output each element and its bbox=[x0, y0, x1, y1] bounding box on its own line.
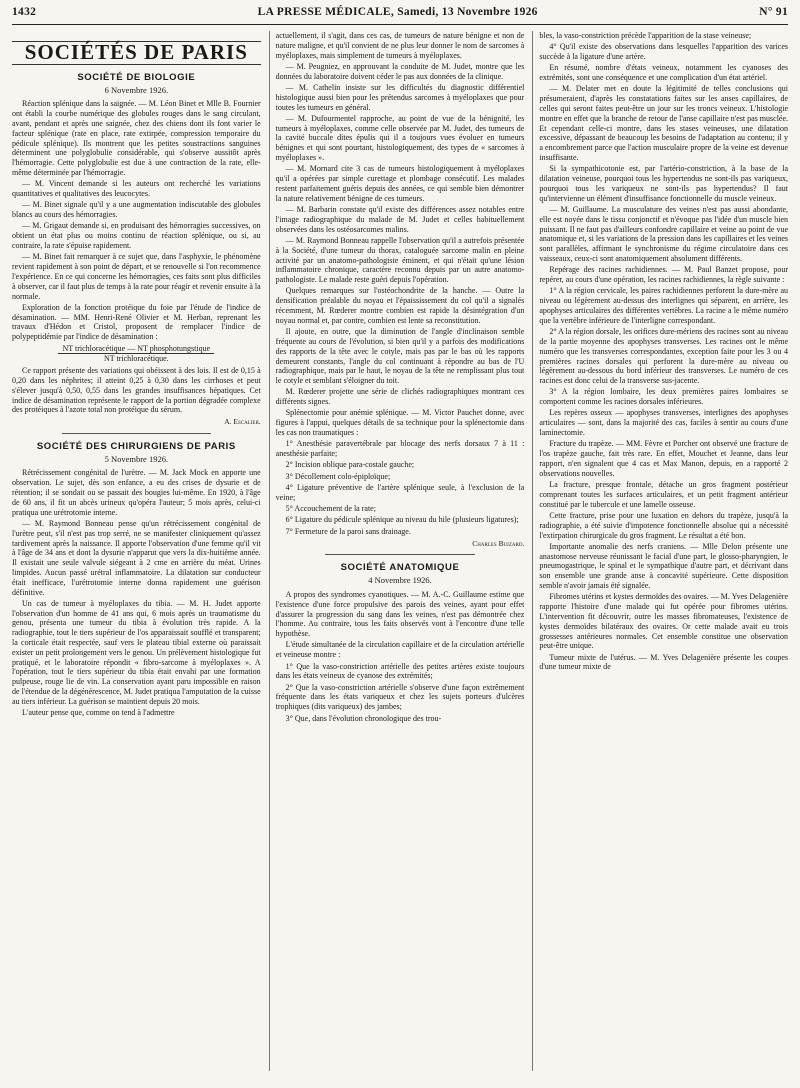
paragraph: 3° A la région lombaire, les deux premières paires lombaires se comportent comme les racines dorsales inférieures. bbox=[539, 387, 789, 407]
paragraph: — M. Vincent demande si les auteurs ont recherché les variations quantitatives et qualitatives des leucocytes. bbox=[12, 179, 261, 199]
paragraph: 2° Que la vaso-constriction artérielle s'observe d'une façon extrêmement fréquente dans les états variqueux et chez les sujets porteurs d'ulcères trophiques (dits variqueux) des jambes; bbox=[275, 682, 525, 712]
formula bbox=[12, 344, 261, 365]
masthead: SOCIÉTÉS DE PARIS bbox=[12, 41, 261, 65]
paragraph: — M. Cathelin insiste sur les difficultés du diagnostic différentiel histologique aussi bien pour les prétendus sarcomes à myéloplaxes que pour toutes les tumeurs en général. bbox=[275, 82, 525, 112]
paragraph: Fibromes utérins et kystes dermoïdes des ovaires. — M. Yves Delagenière rapporte l'histoire d'une malade qui fut opérée pour fibromes utérins. L'intervention fit découvrir, outre les masses fibromateuses, l'existence de kystes dermoïdes bilatéraux des ovaires. Or cette malade avait eu trois grossesses antérieures normales. Cet ensemble constitue une observation peut-être unique. bbox=[539, 592, 789, 651]
list-item: 5° Accouchement de la rate; bbox=[285, 504, 376, 514]
section-title-chirurgiens: SOCIÉTÉ DES CHIRURGIENS DE PARIS bbox=[36, 440, 236, 452]
paragraph: — M. Raymond Bonneau rappelle l'observation qu'il a autrefois présentée à la Société, d'une tumeur du thorax, cataloguée sarcome malin en pleine activité par un anatomo-pathologiste éminent, et qui n'était qu'une lésion inflammatoire chronique, caractère reconnu depuis par un autre anatomo-pathologiste. Le malade reste guéri depuis l'opération. bbox=[275, 235, 525, 285]
formula-denominator: NT trichloracétique. bbox=[103, 354, 169, 364]
signature: A. Escalier. bbox=[224, 417, 261, 427]
paragraph: Repérage des racines rachidiennes. — M. Paul Banzet propose, pour repérer, au cours d'une opération, les racines rachidiennes, la règle suivante : bbox=[539, 265, 789, 285]
paragraph: La fracture, presque frontale, détache un gros fragment postérieur comprenant toutes les surfaces articulaires, et un petit fragment antérieur constitué par le tubercule et une lamelle osseuse. bbox=[539, 480, 789, 509]
formula-numerator: NT trichloracétique — NT phosphotungstique bbox=[58, 344, 214, 355]
paragraph: Quelques remarques sur l'ostéochondrite de la hanche. — Outre la densification préalable du noyau et l'épaississement du col qu'il a signalés récemment, M. Rœderer montre combien est rapide la désintégration d'un noyau normal et, par contre, combien est lente sa reconstitution. bbox=[275, 286, 525, 325]
list-item: 7° Fermeture de la paroi sans drainage. bbox=[285, 526, 411, 536]
journal-title: LA PRESSE MÉDICALE, Samedi, 13 Novembre 1926 bbox=[257, 6, 538, 18]
paragraph: Cette fracture, prise pour une luxation en dehors du trapèze, jusqu'à la radiographie, a été suivie d'impotence fonctionnelle absolue qui a nécessité l'extirpation chirurgicale du gros fragment. Le résultat a été bon. bbox=[539, 510, 789, 540]
section-title-biologie: SOCIÉTÉ DE BIOLOGIE bbox=[77, 71, 196, 83]
paragraph: — M. Binet fait remarquer à ce sujet que, dans l'asphyxie, le phénomène revient rapidement à son point de départ, et se renouvelle si l'on recommence l'expérience. En ce qui concerne les hémorragies, ces faits sont plus difficiles à observer, car il faut plus de temps à la rate pour réagir et revenir ensuite à la normale. bbox=[12, 252, 261, 301]
paragraph: — M. Raymond Bonneau pense qu'un rétrécissement congénital de l'urètre peut, s'il n'est pas trop serré, ne se manifester cliniquement qu'assez tardivement après la naissance. Il apporte l'observation d'une femme qu'il vit à l'âge de 34 ans et dont la dysurie n'apparut que vers la dix-huitième année. Il existait une seule valvule siégeant à 2 cme en arrière du méat. Urines limpides. Aucun passé urétral inflammatoire. La dilatation sur conducteur était inefficace, l'urétrotomie interne donna rapidement une guérison définitive. bbox=[12, 518, 261, 597]
column-3 bbox=[532, 31, 788, 1071]
paragraph: Exploration de la fonction protéique du foie par l'étude de l'indice de désamination. — MM. Henri-René Olivier et M. Herban, reprenant les travaux d'Hédon et Cristol, proposent de remplacer l'indice de polypeptidémie par l'indice de désamination : bbox=[12, 302, 261, 342]
divider bbox=[62, 433, 211, 434]
list-item: 6° Ligature du pédicule splénique au niveau du hile (plusieurs ligatures); bbox=[285, 515, 519, 525]
paragraph: 2° A la région dorsale, les orifices dure-mériens des racines sont au niveau de la partie moyenne des apophyses transverses. Les racines ont le même numéro que les transverses correspondantes, exception faite pour les 3 ou 4 premières racines dorsales qui perforent la dure-mère au niveau ou légèrement au-dessous du bord inférieur des transverses. Le numéro de ces racines est donc celui de la transverse sus-jacente. bbox=[539, 327, 789, 386]
list-item: 1° Anesthésie paravertébrale par blocage des nerfs dorsaux 7 à 11 : anesthésie parfaite; bbox=[275, 439, 525, 459]
article-columns bbox=[12, 31, 788, 1071]
paragraph: bles, la vaso-constriction précède l'apparition de la stase veineuse; bbox=[539, 31, 752, 40]
paragraph: 1° A la région cervicale, les paires rachidiennes perforent la dure-mère au niveau ou légèrement au-dessus des interlignes qui séparent, en arrière, les apophyses articulaires des différentes vertèbres. La racine a le même numéro que la vertèbre inférieure de l'interligne correspondant. bbox=[539, 286, 789, 325]
paragraph: 1° Que la vaso-constriction artérielle des petites artères existe toujours dans les états veineux de cyanose des extrémités; bbox=[275, 661, 525, 681]
newspaper-page bbox=[12, 6, 788, 1072]
column-2 bbox=[269, 31, 525, 1071]
paragraph: M. Rœderer projette une série de clichés radiographiques montrant ces différents signes. bbox=[275, 387, 525, 407]
paragraph: — M. Barbarin constate qu'il existe des différences assez notables entre l'image radiographique du malade de M. Judet et celles habituellement observées dans les ostéosarcomes malins. bbox=[275, 205, 525, 234]
paragraph: Fracture du trapèze. — MM. Fèvre et Porcher ont observé une fracture de l'os trapèze gauche, fait très rare. En effet, Mouchet et Jeanne, dans leur rapport, n'en signalent que 4 cas et Max Manon, depuis, en a rapporté 2 observations nouvelles. bbox=[539, 439, 789, 478]
paragraph: Splénectomie pour anémie splénique. — M. Victor Pauchet donne, avec figures à l'appui, quelques détails de sa technique pour la splénectomie dans les cas non traumatiques : bbox=[275, 408, 525, 438]
section-title-anatomique: SOCIÉTÉ ANATOMIQUE bbox=[340, 562, 460, 574]
paragraph: Il ajoute, en outre, que la diminution de l'angle d'inclinaison semble fréquente au cours de l'évolution, si bien qu'il y a parfois des modifications des rapports de la tête avec le cotyle, mais pas par le bas où les rapports demeurent constants, l'angle du col continuant à répondre au bas de l'U radiographique, mais par le haut, le noyau de la tête ne remplissant plus tout le cotyle et semblant s'éloigner du toit. bbox=[275, 327, 525, 386]
section-date: 5 Novembre 1926. bbox=[104, 453, 169, 464]
paragraph: En résumé, nombre d'états veineux, notamment les cyanoses des extrémités, sont une conséquence et une complication d'un état artériel. bbox=[539, 63, 789, 83]
paragraph: Importante anomalie des nerfs craniens. — Mlle Delon présente une anastomose nerveuse réunissant le facial d'une part, le glosso-pharyngien, le pneumogastrique, le spinal et le sympathique d'autre part, et décrivant dans son ensemble une grande anse à concavité supérieure. Cette disposition semble n'avoir jamais été signalée. bbox=[539, 541, 789, 591]
paragraph: L'étude simultanée de la circulation capillaire et de la circulation artérielle et veineuse montre : bbox=[275, 640, 525, 660]
paragraph: Un cas de tumeur à myéloplaxes du tibia. — M. H. Judet apporte l'observation d'un homme de 41 ans qui, 6 mois après un traumatisme du genou, présenta une tumeur du tibia à évolution très rapide. A la radiographie, tout le tiers supérieur de l'os apparaissait soufflé et transparent; la corticale était respectée, sauf vers le plateau tibial externe où paraissait exister un petit prolongement vers le genou. Un prélèvement histologique fut pratiqué, et le laboratoire répondit « fibro-sarcome à myéloplaxes ». A l'opération, tout le tiers supérieur du tibia était envahi par une formation pulpeuse, rouge lie de vin. La conservation ayant paru impossible en raison de l'étendue de la dégénérescence, M. Judet pratiqua l'amputation de la cuisse au tiers inférieur. La guérison se maintient depuis 20 mois. bbox=[12, 598, 261, 706]
paragraph: — M. Peugniez, en approuvant la conduite de M. Judet, montre que les données du laboratoire doivent céder le pas aux données de la clinique. bbox=[275, 61, 525, 81]
paragraph: — M. Mornard cite 3 cas de tumeurs histologiquement à myéloplaxes qu'il a opérées par simple curettage et plombage consécutif. Les malades restent parfaitement guéris depuis des années, ce qui semble bien démontrer la nature relativement bénigne de ces tumeurs. bbox=[275, 164, 525, 203]
paragraph: actuellement, il s'agit, dans ces cas, de tumeurs de nature bénigne et non de nature maligne, et qu'il convient de ne plus leur donner le nom de sarcomes à myéloplaxes, mais simplement de tumeurs à myéloplaxes. bbox=[275, 31, 525, 60]
paragraph: Rétrécissement congénital de l'urètre. — M. Jack Mock en apporte une observation. Le sujet, dès son enfance, a eu des crises de dysurie et de rétention; il se sondait ou se passait des bougies lui-même. En 1920, à l'âge de 60 ans, il fit un abcès urineux qu'opéra l'auteur; 5 mois après, celui-ci pratiqua une urétrotomie interne. bbox=[12, 468, 261, 517]
paragraph: Les repères osseux — apophyses transverses, interlignes des apophyses articulaires — sont, dans la majorité des cas, faciles à sentir au cours d'une laminectomie. bbox=[539, 408, 789, 438]
paragraph: A propos des syndromes cyanotiques. — M. A.-C. Guillaume estime que l'existence d'une force propulsive des parois des veines, ayant pour effet d'assurer la progression du sang dans les veines, n'est pas démontrée chez l'homme. Au contraire, tous les faits observés vont à l'encontre d'une telle hypothèse. bbox=[275, 589, 525, 639]
list-item: 3° Décollement colo-épiploïque; bbox=[285, 471, 391, 481]
list-item: 4° Ligature préventive de l'artère splénique seule, à l'exclusion de la veine; bbox=[275, 483, 525, 502]
running-header bbox=[12, 6, 788, 25]
paragraph: — M. Dufourmentel rapproche, au point de vue de la bénignité, les tumeurs à myéloplaxes, comme celle observée par M. Judet, des tumeurs de la cavité buccale dites épulis qui il a toujours vues évoluer en tumeurs bénignes et qui sont pourtant, histologiquement, des types de « sarcomes à myéloplaxes ». bbox=[275, 113, 525, 163]
paragraph: Réaction splénique dans la saignée. — M. Léon Binet et Mlle B. Fournier ont établi la courbe numérique des globules rouges dans le sang circulant, avant, pendant et après une saignée, chez des chiens dont ils font varier le facteur splénique (rate en place, rate extirpée, compression temporaire du pédicule splénique). Ils montrent que les petites soustractions sanguines déterminent une polyglobulie considérable, qui s'observe aussitôt après l'hémorragie. Cette polyglobulie est due à une contraction de la rate, elle-même déterminée par l'hémorragie. bbox=[12, 99, 261, 177]
list-item: 2° Incision oblique para-costale gauche; bbox=[285, 460, 415, 470]
paragraph: — M. Guillaume. La musculature des veines n'est pas aussi abondante, elle est noyée dans le tissu conjonctif et n'évoque pas l'idée d'un muscle bien puissant. Il ne faut pas d'ailleurs confondre capillaire et veine au point de vue anatomique et, si les variations de la pression dans les capillaires et les veines sont parallèles, affirmant le synchronisme du régime circulatoire dans ces vaisseaux, ceux-ci sont anatomiquement absolument différents. bbox=[539, 205, 789, 264]
paragraph: — M. Binet signale qu'il y a une augmentation indiscutable des globules blancs au cours des hémorragies. bbox=[12, 200, 261, 220]
paragraph: Tumeur mixte de l'utérus. — M. Yves Delagenière présente les coupes d'une tumeur mixte de bbox=[539, 652, 789, 672]
paragraph: L'auteur pense que, comme on tend à l'admettre bbox=[22, 708, 175, 718]
divider bbox=[325, 554, 474, 555]
paragraph: — M. Delater met en doute la légitimité de telles conclusions qui présumeraient, d'après les constatations faites sur les anses capillaires, de celles qui seront faites peut-être un jour sur les troncs veineux. L'histologie montre en effet que la branche de retour de l'anse capillaire n'est pas musclée. Et cependant celle-ci montre, dans les stases veineuses, une dilatation excessive, dépassant de beaucoup les besoins de l'adaptation au contenu; il y a encombrement parce que l'action musculaire propre de la veine est devenue insuffisante. bbox=[539, 84, 789, 163]
issue-number: N° 91 bbox=[759, 6, 788, 18]
signature: Charles Buizard. bbox=[472, 538, 525, 548]
page-number: 1432 bbox=[12, 6, 37, 18]
paragraph: 4° Qu'il existe des observations dans lesquelles l'apparition des varices succède à la ligature d'une artère. bbox=[539, 42, 789, 62]
paragraph: Ce rapport présente des variations qui obéissent à des lois. Il est de 0,15 à 0,20 dans les néphrites; il atteint 0,25 à 0,30 dans les cirrhoses et peut s'élever jusqu'à 0,50, 0,55 dans les grandes insuffisances hépatiques. Cet indice de désamination représente le rapport de la portion dégradée complexe des protéiques à l'azote total non protéique du sérum. bbox=[12, 366, 261, 415]
paragraph: — M. Grigaut demande si, en produisant des hémorragies successives, on obtient un état plus ou moins continu de réaction splénique, ou si, au contraire, la rate s'épuise rapidement. bbox=[12, 221, 261, 251]
section-date: 4 Novembre 1926. bbox=[368, 575, 432, 586]
section-date: 6 Novembre 1926. bbox=[104, 84, 169, 95]
paragraph: 3° Que, dans l'évolution chronologique des trou- bbox=[285, 713, 442, 723]
column-1 bbox=[12, 31, 261, 1071]
paragraph: Si la sympathicotonie est, par l'artério-constriction, à la base de la dilatation veineuse, pourquoi tous les hypertendus ne sont-ils pas variqueux, pourquoi tous les variqueux ne sont-ils pas hypertendus? Il faut qu'intervienne un élément d'insuffisance fonctionnelle du muscle veineux. bbox=[539, 164, 789, 203]
